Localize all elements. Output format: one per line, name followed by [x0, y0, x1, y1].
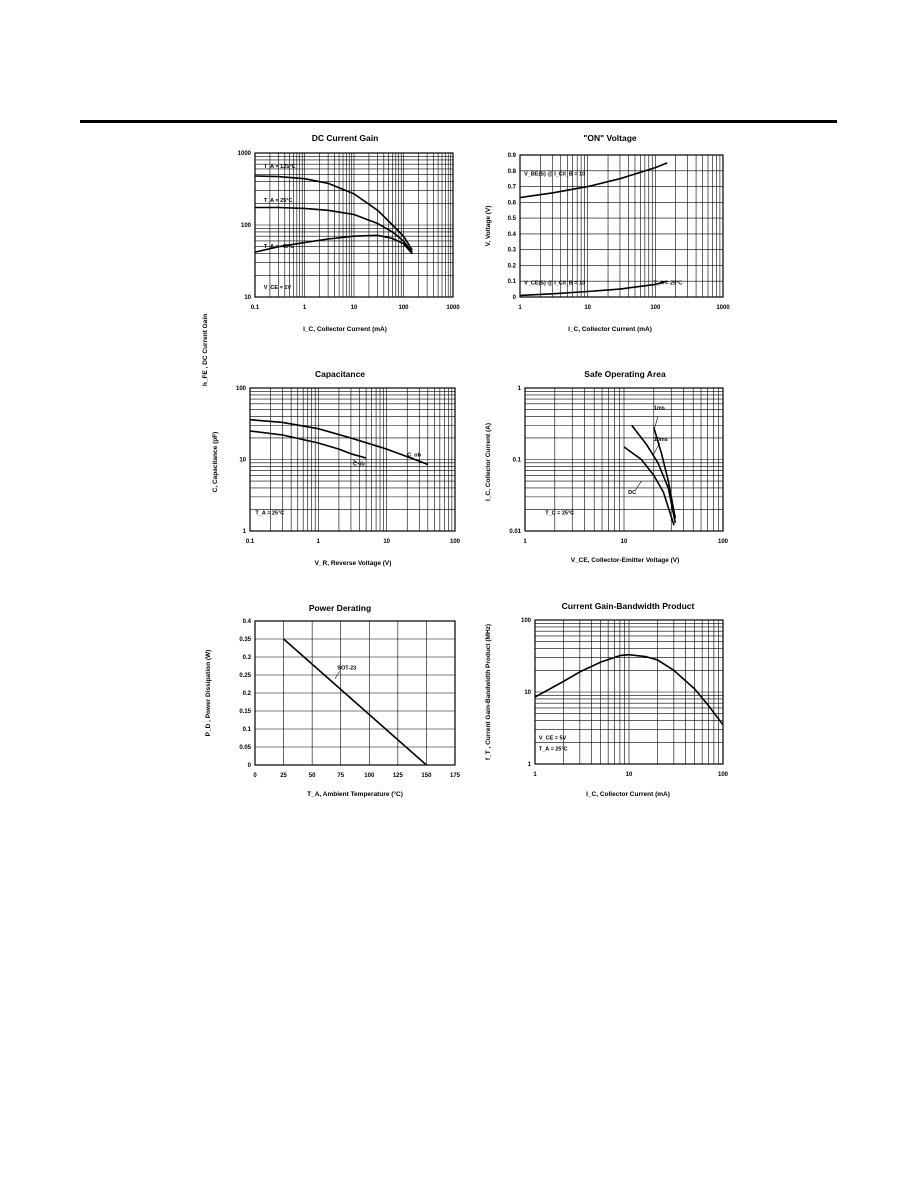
- x-tick-label: 1000: [716, 305, 730, 311]
- x-axis-label: T_A, Ambient Temperature (°C): [307, 791, 403, 798]
- x-tick-label: 100: [650, 305, 661, 311]
- y-tick-label: 100: [240, 223, 251, 229]
- y-tick-label: 0.35: [239, 637, 251, 643]
- y-axis-label: P_D , Power Dissipation (W): [205, 649, 212, 737]
- chart-capacitance: [195, 362, 475, 577]
- y-tick-label: 0.2: [242, 691, 251, 697]
- annotation-label: T_A = 25°C: [263, 197, 293, 204]
- x-tick-label: 25: [280, 773, 287, 779]
- y-tick-label: 10: [524, 690, 531, 696]
- y-tick-label: 0: [512, 295, 516, 301]
- y-tick-label: 0.1: [512, 457, 521, 464]
- y-tick-label: 0.5: [507, 216, 516, 223]
- y-tick-label: 100: [235, 386, 246, 392]
- chart-title: Safe Operating Area: [584, 369, 666, 379]
- x-tick-label: 100: [398, 305, 409, 311]
- annotation-label: V_CE(S) @ I_C/I_B = 10: [524, 280, 586, 287]
- x-tick-label: 100: [364, 773, 375, 779]
- chart-title: DC Current Gain: [311, 133, 379, 143]
- x-axis-label: V_R, Reverse Voltage (V): [314, 560, 392, 567]
- x-axis-label: I_C, Collector Current (mA): [586, 791, 670, 798]
- x-axis-label: V_CE, Collector-Emitter Voltage (V): [570, 557, 680, 564]
- annotation-label: T_A = 125°C: [263, 163, 296, 170]
- series-line: [250, 431, 366, 458]
- annotation-label: T_A = -40°C: [263, 243, 295, 250]
- x-tick-label: 125: [392, 773, 403, 779]
- x-tick-label: 1: [302, 305, 307, 311]
- chart-gain-bandwidth: [480, 597, 760, 812]
- y-tick-label: 0.4: [507, 231, 516, 238]
- gain-bandwidth-svg: [480, 597, 760, 812]
- chart-title: Current Gain-Bandwidth Product: [561, 601, 695, 611]
- annotation-label: DC: [628, 489, 637, 496]
- y-axis-label: I_C, Collector Current (A): [485, 422, 492, 502]
- chart-on-voltage: [480, 126, 760, 341]
- power-derating-svg: [195, 597, 475, 812]
- y-tick-label: 0.6: [507, 200, 516, 207]
- capacitance-svg: [195, 362, 475, 577]
- annotation-label: 1ms: [653, 405, 665, 412]
- x-tick-label: 10: [383, 539, 391, 545]
- y-tick-label: 0.7: [507, 184, 516, 191]
- y-tick-label: 1: [242, 529, 246, 535]
- x-tick-label: 1: [518, 305, 522, 311]
- y-axis-label: f_T , Current Gain-Bandwidth Product (MHz): [485, 623, 492, 761]
- y-axis-label: h_FE , DC Current Gain: [202, 313, 209, 387]
- y-tick-label: 0.25: [239, 673, 251, 679]
- y-tick-label: 10: [244, 295, 251, 301]
- series-line: [624, 447, 674, 525]
- y-tick-label: 1: [527, 762, 531, 768]
- y-tick-label: 0.2: [507, 263, 516, 270]
- x-tick-label: 10: [620, 539, 628, 545]
- x-tick-label: 0.1: [250, 305, 260, 311]
- chart-title: Power Derating: [308, 603, 372, 613]
- annotation-label: V_BE(S) @ I_C/I_B = 10: [524, 171, 586, 178]
- y-tick-label: 0.3: [242, 655, 251, 661]
- annotation-label: SOT-23: [337, 665, 357, 672]
- y-tick-label: 0.01: [509, 529, 521, 535]
- annotation-label: T_A = 25°C: [255, 510, 285, 517]
- x-tick-label: 175: [449, 773, 461, 779]
- annotation-label: V_CE = 1V: [263, 284, 292, 291]
- y-tick-label: 0: [247, 763, 251, 769]
- soa-svg: [480, 362, 760, 577]
- chart-power-derating: [195, 597, 475, 812]
- y-tick-label: 100: [520, 618, 531, 624]
- annotation-label: T_A = 25°C: [538, 746, 568, 753]
- x-tick-label: 1: [316, 539, 321, 545]
- y-tick-label: 0.05: [239, 745, 251, 751]
- x-tick-label: 10: [350, 305, 358, 311]
- y-tick-label: 0.4: [242, 619, 251, 625]
- annotation-label: 10ms: [653, 437, 668, 444]
- x-tick-label: 100: [717, 539, 729, 545]
- y-tick-label: 0.1: [242, 727, 251, 733]
- series-line: [284, 639, 427, 765]
- on-voltage-svg: [480, 126, 760, 341]
- x-tick-label: 100: [717, 772, 729, 778]
- x-tick-label: 1: [523, 539, 527, 545]
- header-rule: [80, 120, 837, 123]
- x-tick-label: 100: [449, 539, 461, 545]
- annotation-label: T_A = 25°C: [653, 280, 683, 287]
- y-axis-label: C, Capacitance (pF): [212, 431, 219, 493]
- x-tick-label: 50: [308, 773, 316, 779]
- x-tick-label: 150: [421, 773, 432, 779]
- x-tick-label: 0: [253, 773, 257, 779]
- x-axis-label: I_C, Collector Current (mA): [568, 326, 652, 333]
- annotation-label: C_ib: [352, 461, 365, 468]
- annotation-leader: [654, 416, 658, 431]
- chart-title: "ON" Voltage: [583, 133, 637, 143]
- annotation-label: T_C = 25°C: [545, 510, 575, 517]
- y-tick-label: 0.8: [507, 168, 516, 175]
- chart-title: Capacitance: [314, 369, 366, 379]
- annotation-leader: [654, 443, 660, 454]
- y-axis-label: V, Voltage (V): [485, 205, 492, 247]
- annotation-leader: [635, 481, 641, 490]
- x-tick-label: 75: [337, 773, 345, 779]
- annotation-label: C_ob: [407, 452, 421, 459]
- y-tick-label: 0.9: [507, 153, 516, 159]
- y-tick-label: 0.1: [507, 279, 516, 286]
- x-tick-label: 1: [533, 772, 537, 778]
- x-tick-label: 0.1: [245, 539, 255, 545]
- x-tick-label: 10: [625, 772, 633, 778]
- x-axis-label: I_C, Collector Current (mA): [303, 326, 387, 333]
- x-tick-label: 10: [584, 305, 592, 311]
- y-tick-label: 10: [239, 457, 246, 464]
- y-tick-label: 1000: [237, 151, 251, 157]
- y-tick-label: 0.15: [239, 709, 251, 715]
- y-tick-label: 0.3: [507, 247, 516, 254]
- x-tick-label: 1000: [446, 305, 460, 311]
- annotation-label: V_CE = 5V: [538, 735, 567, 742]
- chart-safe-operating-area: [480, 362, 760, 577]
- y-tick-label: 1: [517, 386, 521, 392]
